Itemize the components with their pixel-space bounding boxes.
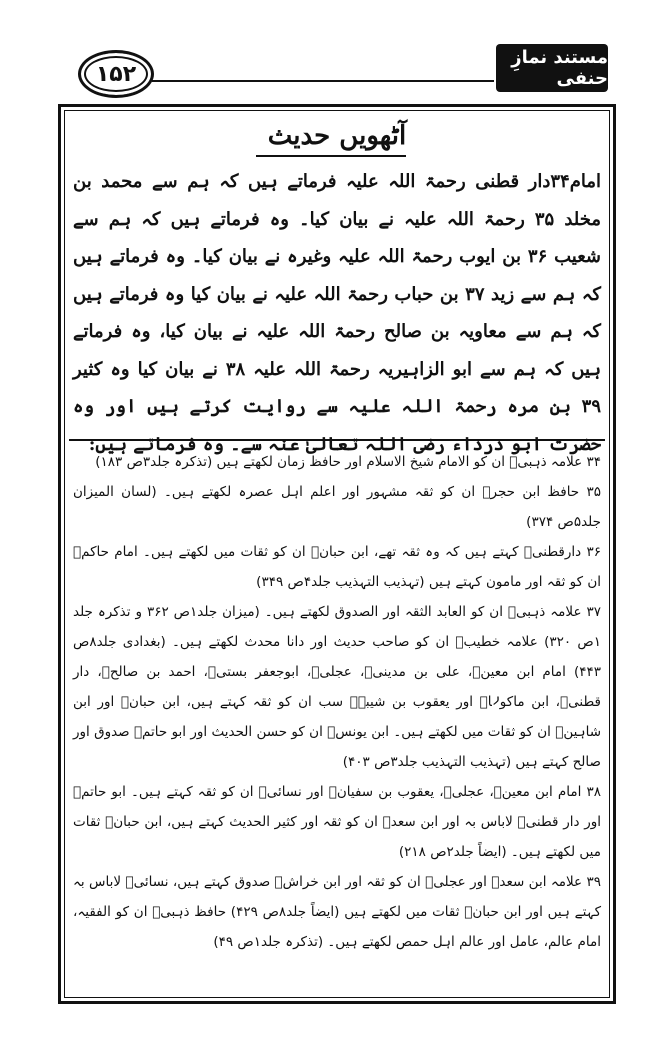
header-rule	[152, 80, 494, 82]
footnote-36: ۳۶ دارقطنیؒ کہتے ہیں کہ وہ ثقہ تھے، ابن حبانؒ ان کو ثقات میں لکھتے ہیں۔ امام حاکمؒ ان کو ثقہ اور مامون کہتے ہیں (تہذیب التہذیب جلد۴ص ۳۴۹)	[73, 544, 601, 590]
page-header	[68, 44, 608, 100]
content-frame	[58, 104, 616, 1004]
footnote-34: ۳۴ علامہ ذہبیؒ ان کو الامام شیخ الاسلام اور حافظ زمان لکھتے ہیں (تذکرہ جلد۳ص ۱۸۳)	[95, 454, 601, 470]
section-heading: آٹھویں حدیث	[267, 121, 407, 151]
footnote-35: ۳۵ حافظ ابن حجرؒ ان کو ثقہ مشہور اور اعلم اہل عصرہ لکھتے ہیں۔ (لسان المیزان جلد۵ص ۳۷۴)	[73, 484, 601, 530]
heading-underline	[256, 155, 406, 157]
footnote-38: ۳۸ امام ابن معینؒ، عجلیؒ، یعقوب بن سفیانؒ اور نسائیؒ ان کو ثقہ کہتے ہیں۔ ابو حاتمؒ اور دار قطنیؒ لاباس بہ اور ابن سعدؒ ان کو ثقہ اور کثیر الحدیث کہتے ہیں، ابن حبانؒ ثقات میں لکھتے ہیں۔ (ایضاً جلد۲ص ۲۱۸)	[73, 784, 601, 860]
footnote-37: ۳۷ علامہ ذہبیؒ ان کو العابد الثقہ اور الصدوق لکھتے ہیں۔ (میزان جلد۱ص ۳۶۲ و تذکرہ جلد ۱ص ۳۲۰) علامہ خطیبؒ ان کو صاحب حدیث اور دانا محدث لکھتے ہیں۔ (بغدادی جلد۸ص ۴۴۳) امام ابن معینؒ، علی بن مدینیؒ، عجلیؒ، ابوجعفر بستیؒ، احمد بن صالحؒ، دار قطنیؒ، ابن ماکولاؒ اور یعقوب بن شیبہؒ سب ان کو ثقہ کہتے ہیں، ابن حبانؒ اور ابن شاہینؒ ان کو ثقات میں لکھتے ہیں۔ ابن یونسؒ ان کو حسن الحدیث اور ابو حاتمؒ صدوق اور صالح کہتے ہیں (تہذیب التہذیب جلد۳ص ۴۰۳)	[73, 604, 601, 770]
book-title: مستند نمازِ حنفی	[496, 44, 608, 92]
footnote-39: ۳۹ علامہ ابن سعدؒ اور عجلیؒ ان کو ثقہ اور ابن خراشؒ صدوق کہتے ہیں، نسائیؒ لاباس بہ کہتے ہیں اور ابن حبانؒ ثقات میں لکھتے ہیں (ایضاً جلد۸ص ۴۲۹) حافظ ذہبیؒ ان کو الفقیہ، امام عالم، عامل اور عالم اہل حمص لکھتے ہیں۔ (تذکرہ جلد۱ص ۴۹)	[73, 874, 601, 950]
footnotes	[73, 447, 601, 957]
hadith-text: امام۳۴دار قطنی رحمۃ اللہ علیہ فرماتے ہیں کہ ہم سے محمد بن مخلد ۳۵ رحمۃ اللہ علیہ نے بیان کیا۔ وہ فرماتے ہیں کہ ہم سے شعیب ۳۶ بن ایوب رحمۃ اللہ علیہ وغیرہ نے بیان کیا۔ وہ فرماتے ہیں کہ ہم سے زید ۳۷ بن حباب رحمۃ اللہ علیہ نے بیان کیا وہ فرماتے ہیں کہ ہم سے معاویہ بن صالح رحمۃ اللہ علیہ نے بیان کیا، وہ فرماتے ہیں کہ ہم سے ابو الزاہیریہ رحمۃ اللہ علیہ ۳۸ نے بیان کیا وہ کثیر ۳۹ بن مرہ رحمۃ اللہ علیہ سے روایت کرتے ہیں اور وہ حضرت ابو درداء رضی اللہ تعالیٰ عنہ سے۔ وہ فرماتے ہیں:	[73, 171, 602, 455]
page-number: ۱۵۲	[78, 50, 154, 98]
footnote-divider	[69, 439, 605, 441]
